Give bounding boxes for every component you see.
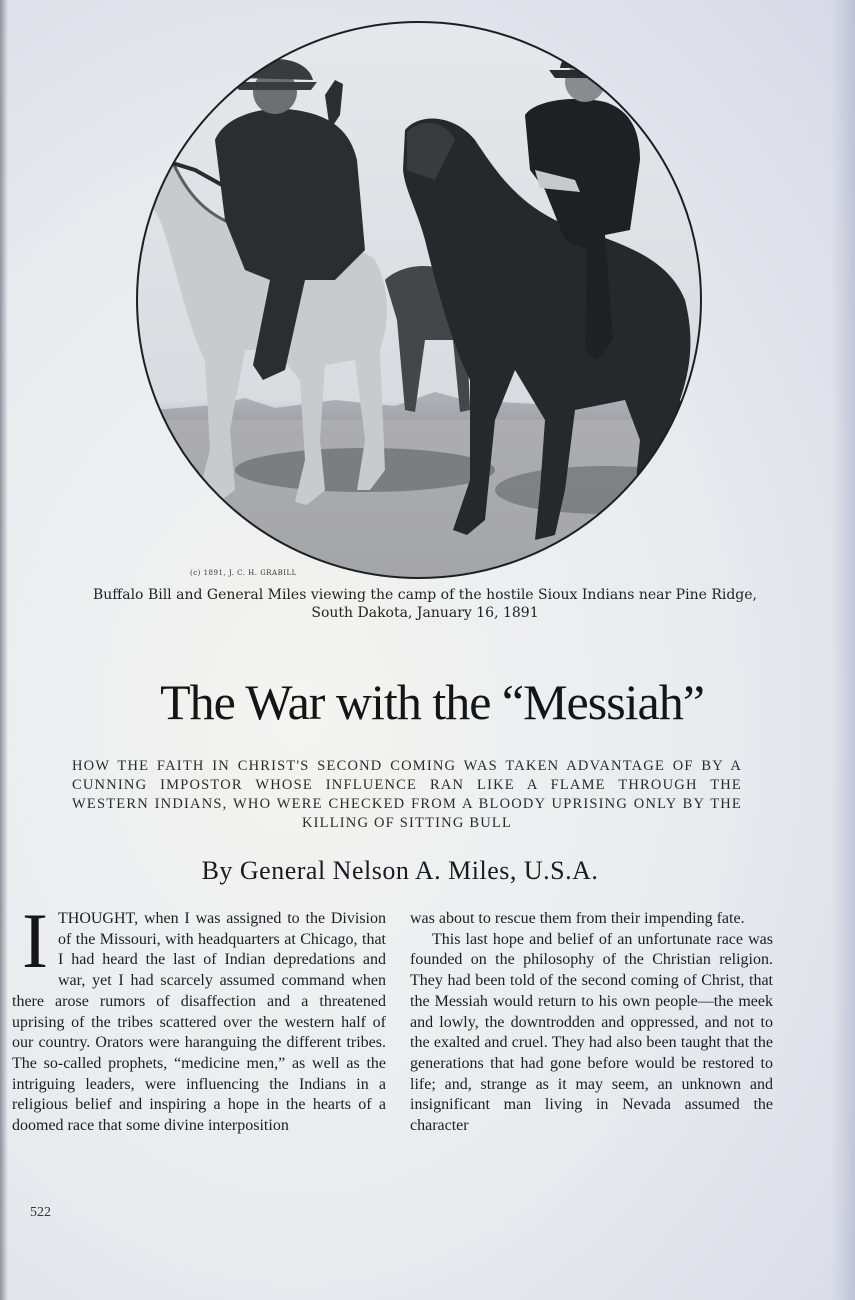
drop-cap: I [22, 897, 48, 984]
article-paragraph-1-continued: was about to rescue them from their impending fate. [410, 910, 745, 927]
article-byline: By General Nelson A. Miles, U.S.A. [201, 856, 599, 885]
page-number: 522 [30, 1205, 51, 1220]
photo-credit: (c) 1891, J. C. H. GRABILL [190, 569, 297, 577]
circular-photograph [135, 20, 703, 580]
article-subheading: HOW THE FAITH IN CHRIST'S SECOND COMING WAS TAKEN ADVANTAGE OF BY A CUNNING IMPOSTOR WHOSE INFLUENCE RAN LIKE A FLAME THROUGH THE WESTERN INDIANS, WHO WERE CHECKED FROM A BLOODY UPRISING ONLY BY THE KILLING OF SITTING BULL [72, 758, 742, 831]
page-edge-shadow [831, 0, 855, 1300]
photo-caption: Buffalo Bill and General Miles viewing the camp of the hostile Sioux Indians near Pine Ridge, South Dakota, January 16, 1891 [92, 587, 757, 621]
article-title: The War with the “Messiah” [160, 674, 704, 730]
article-paragraph-1: THOUGHT, when I was assigned to the Division of the Missouri, with headquarters at Chicago, that I had heard the last of Indian depredations and war, yet I had scarcely assumed command when there arose rumors of disaffection and a threatened uprising of the tribes scattered over the western half of our country. Orators were haranguing the different tribes. The so-called prophets, “medicine men,” as well as the intriguing leaders, were influencing the Indians in a religious belief and inspiring a hope in the hearts of a doomed race that some divine interposition [12, 910, 386, 1135]
article-column-right [410, 909, 773, 1137]
article-column-left [12, 897, 386, 1137]
page-binding-shadow [0, 0, 8, 1300]
article-paragraph-2: This last hope and belief of an unfortunate race was founded on the philosophy of the Christian religion. They had been told of the second coming of Christ, that the Messiah would return to his own people—the meek and lowly, the downtrodden and oppressed, and not to the exalted and cruel. They had also been taught that the generations that had gone before would be restored to life; and, strange as it may seem, an unknown and insignificant man living in Nevada assumed the character [410, 930, 773, 1135]
